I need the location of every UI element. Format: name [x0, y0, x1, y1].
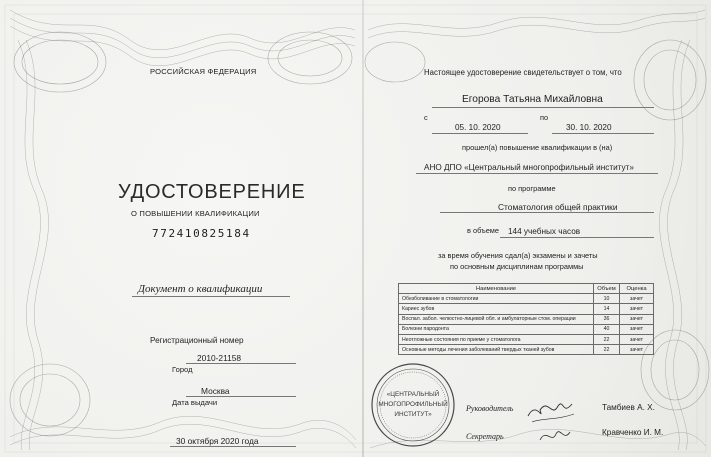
svg-text:«ЦЕНТРАЛЬНЫЙ: «ЦЕНТРАЛЬНЫЙ	[386, 391, 440, 398]
subject-hours: 14	[594, 304, 620, 314]
subject-name: Обезболивание в стоматологии	[399, 294, 594, 304]
subject-grade: зачет	[620, 334, 654, 344]
table-row	[399, 294, 654, 304]
issue-date: 30 октября 2020 года	[176, 436, 259, 446]
volume-hours: 144 учебных часов	[508, 227, 581, 236]
from-date-line	[432, 133, 528, 134]
reg-number-line	[186, 363, 296, 364]
secretary-name: Кравченко И. М.	[602, 428, 664, 437]
country-label: РОССИЙСКАЯ ФЕДЕРАЦИЯ	[150, 67, 257, 76]
table-row	[399, 334, 654, 344]
subject-grade: зачет	[620, 294, 654, 304]
document-subtitle: О ПОВЫШЕНИИ КВАЛИФИКАЦИИ	[131, 209, 260, 218]
exam-line-1: за время обучения сдал(а) экзамены и зачеты	[438, 251, 598, 260]
subject-hours: 22	[594, 334, 620, 344]
column-header: Объем	[594, 284, 620, 294]
to-label: по	[540, 113, 549, 122]
holder-name: Егорова Татьяна Михайловна	[462, 94, 603, 105]
subject-name: Кариес зубов	[399, 304, 594, 314]
subject-name: Болезни пародонта	[399, 324, 594, 334]
passed-text: прошел(а) повышение квалификации в (на)	[462, 143, 613, 152]
subject-grade: зачет	[620, 304, 654, 314]
document-type-line	[132, 296, 290, 297]
by-program-label: по программе	[508, 184, 556, 193]
subject-grade: зачет	[620, 345, 654, 355]
subject-name: Неотложные состояния по приеме у стоматолога	[399, 334, 594, 344]
intro-text: Настоящее удостоверение свидетельствует о том, что	[424, 68, 622, 77]
subject-hours: 22	[594, 345, 620, 355]
table-row	[399, 324, 654, 334]
column-header: Оценка	[620, 284, 654, 294]
subjects-table	[398, 283, 654, 355]
subject-name: Воспал. забол. челюстно-лицевой обл. и амбулаторные стом. операции	[399, 314, 594, 324]
city: Москва	[201, 386, 230, 396]
city-label: Город	[172, 365, 193, 374]
document-type: Документ о квалификации	[138, 283, 263, 295]
head-name: Тамбиев А. Х.	[602, 403, 655, 412]
program-line	[440, 212, 654, 213]
table-row	[399, 304, 654, 314]
subject-grade: зачет	[620, 324, 654, 334]
to-date: 30. 10. 2020	[566, 123, 612, 132]
to-date-line	[552, 133, 654, 134]
subject-hours: 40	[594, 324, 620, 334]
from-label: с	[424, 113, 428, 122]
svg-text:ИНСТИТУТ»: ИНСТИТУТ»	[394, 411, 432, 418]
from-date: 05. 10. 2020	[455, 123, 501, 132]
issue-date-line	[170, 446, 296, 447]
column-header: Наименование	[399, 284, 594, 294]
table-row	[399, 314, 654, 324]
subject-name: Основные методы лечения заболеваний твердых тканей зубов	[399, 345, 594, 355]
institution-line	[416, 173, 658, 174]
signatures	[518, 392, 588, 450]
holder-name-line	[432, 107, 654, 108]
institution-name: АНО ДПО «Центральный многопрофильный институт»	[424, 163, 634, 172]
subject-grade: зачет	[620, 314, 654, 324]
serial-number: 772410825184	[152, 227, 251, 240]
center-fold	[362, 0, 364, 457]
program-name: Стоматология общей практики	[498, 202, 618, 212]
city-line	[186, 396, 296, 397]
table-header-row	[399, 284, 654, 294]
reg-number: 2010-21158	[197, 353, 242, 363]
date-label: Дата выдачи	[172, 398, 218, 407]
volume-line	[500, 237, 654, 238]
secretary-label: Секретарь	[466, 432, 504, 441]
subject-hours: 10	[594, 294, 620, 304]
table-row	[399, 345, 654, 355]
institute-seal	[370, 362, 456, 448]
reg-number-label: Регистрационный номер	[150, 336, 244, 345]
head-label: Руководитель	[466, 404, 514, 413]
document-title: УДОСТОВЕРЕНИЕ	[118, 181, 306, 203]
volume-label: в объеме	[467, 226, 499, 235]
svg-text:МНОГОПРОФИЛЬНЫЙ: МНОГОПРОФИЛЬНЫЙ	[378, 401, 448, 408]
subject-hours: 36	[594, 314, 620, 324]
exam-line-2: по основным дисциплинам программы	[450, 262, 584, 271]
